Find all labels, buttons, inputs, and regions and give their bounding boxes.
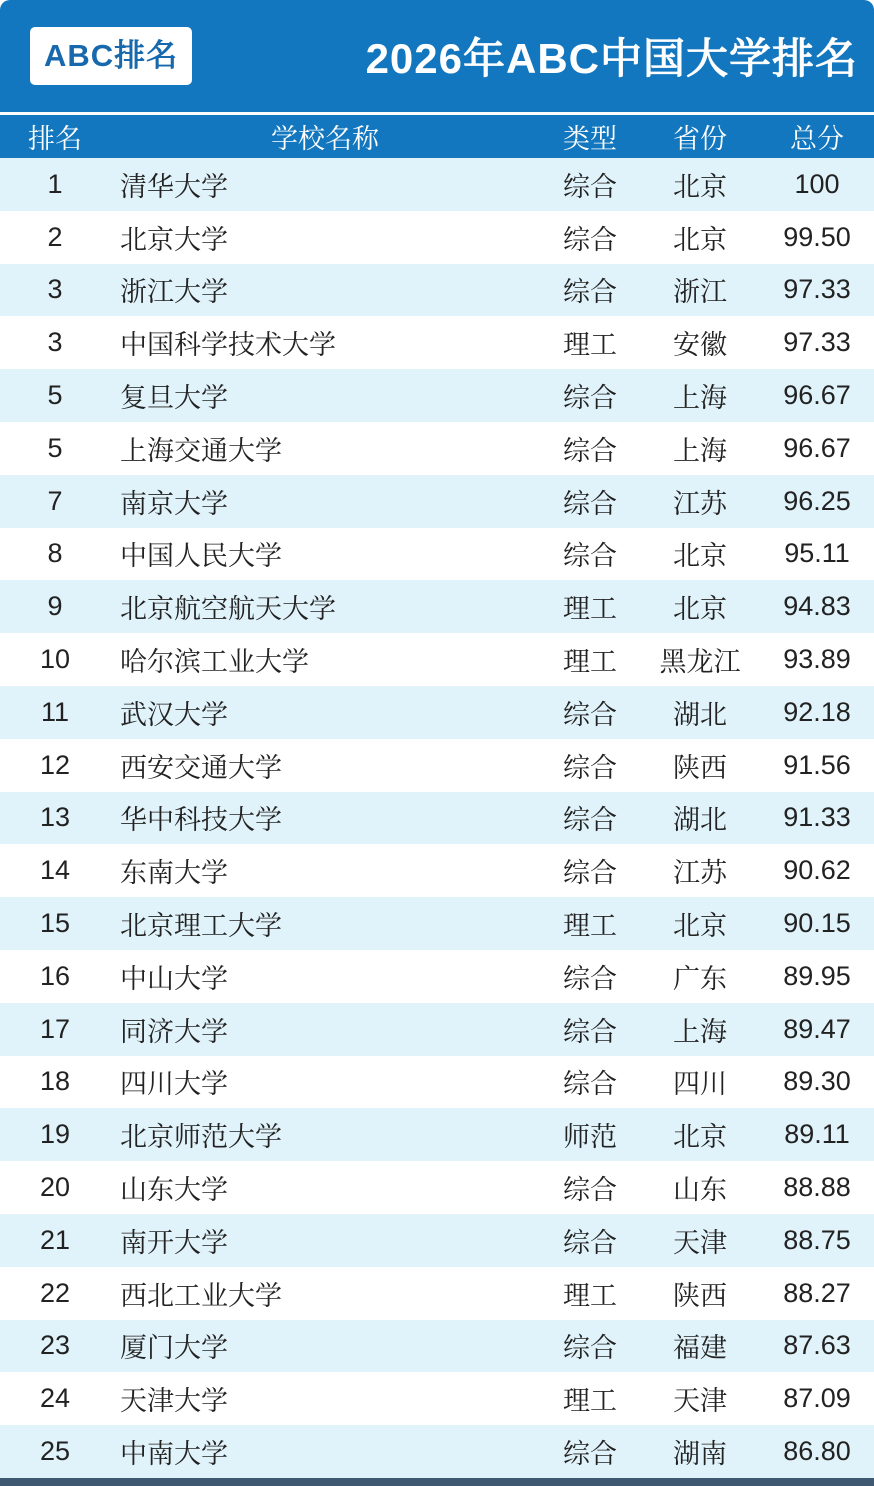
type-cell: 综合 xyxy=(563,383,617,414)
table-row xyxy=(0,1372,874,1425)
type-cell: 综合 xyxy=(563,1227,617,1258)
type-cell: 综合 xyxy=(563,1016,617,1047)
province-cell: 江苏 xyxy=(673,488,727,519)
type-cell: 理工 xyxy=(563,1386,617,1417)
score-cell: 88.27 xyxy=(783,1277,851,1308)
score-cell: 89.30 xyxy=(783,1066,851,1097)
province-cell: 北京 xyxy=(673,594,727,625)
province-cell: 天津 xyxy=(673,1227,727,1258)
province-cell: 湖北 xyxy=(673,699,727,730)
score-cell: 95.11 xyxy=(784,538,850,569)
table-row xyxy=(0,1056,874,1109)
name-cell: 天津大学 xyxy=(120,1386,228,1417)
table-row xyxy=(0,1320,874,1373)
province-cell: 湖南 xyxy=(673,1439,727,1470)
column-header-province: 省份 xyxy=(673,124,727,154)
type-cell: 综合 xyxy=(563,963,617,994)
table-row xyxy=(0,897,874,950)
name-cell: 上海交通大学 xyxy=(120,435,282,466)
type-cell: 综合 xyxy=(563,171,617,202)
province-cell: 陕西 xyxy=(673,752,727,783)
name-cell: 山东大学 xyxy=(120,1175,228,1206)
type-cell: 综合 xyxy=(563,541,617,572)
type-cell: 理工 xyxy=(563,330,617,361)
province-cell: 北京 xyxy=(673,1122,727,1153)
name-cell: 复旦大学 xyxy=(120,383,228,414)
rank-cell: 3 xyxy=(47,274,63,305)
type-cell: 综合 xyxy=(563,488,617,519)
score-cell: 91.56 xyxy=(783,749,851,780)
type-cell: 综合 xyxy=(563,1333,617,1364)
score-cell: 89.95 xyxy=(783,960,851,991)
score-cell: 87.63 xyxy=(783,1330,851,1361)
table-row xyxy=(0,422,874,475)
table-row xyxy=(0,633,874,686)
score-cell: 90.15 xyxy=(783,908,851,939)
province-cell: 四川 xyxy=(673,1069,727,1100)
province-cell: 山东 xyxy=(673,1175,727,1206)
type-cell: 综合 xyxy=(563,1069,617,1100)
score-cell: 100 xyxy=(794,168,840,199)
name-cell: 同济大学 xyxy=(120,1016,228,1047)
table-row xyxy=(0,1267,874,1320)
province-cell: 北京 xyxy=(673,911,727,942)
abc-ranking-logo: ABC排名 xyxy=(30,27,192,85)
table-row xyxy=(0,528,874,581)
type-cell: 师范 xyxy=(563,1122,617,1153)
rank-cell: 15 xyxy=(39,908,71,939)
name-cell: 华中科技大学 xyxy=(120,805,282,836)
rank-cell: 22 xyxy=(39,1277,71,1308)
rank-cell: 16 xyxy=(39,960,71,991)
type-cell: 理工 xyxy=(563,911,617,942)
name-cell: 四川大学 xyxy=(120,1069,228,1100)
name-cell: 北京大学 xyxy=(120,224,228,255)
name-cell: 浙江大学 xyxy=(120,277,228,308)
type-cell: 综合 xyxy=(563,435,617,466)
name-cell: 清华大学 xyxy=(120,171,228,202)
province-cell: 福建 xyxy=(673,1333,727,1364)
score-cell: 88.75 xyxy=(783,1224,851,1255)
name-cell: 南开大学 xyxy=(120,1227,228,1258)
table-row xyxy=(0,792,874,845)
province-cell: 上海 xyxy=(673,1016,727,1047)
rank-cell: 24 xyxy=(39,1383,71,1414)
score-cell: 92.18 xyxy=(783,696,851,727)
table-row xyxy=(0,158,874,211)
table-row xyxy=(0,1214,874,1267)
rank-cell: 1 xyxy=(47,168,63,199)
score-cell: 89.11 xyxy=(784,1119,850,1150)
table-row xyxy=(0,950,874,1003)
page-title: 2026年ABC中国大学排名 xyxy=(365,35,858,82)
table-row xyxy=(0,1425,874,1478)
province-cell: 北京 xyxy=(673,171,727,202)
rank-cell: 17 xyxy=(39,1013,71,1044)
score-cell: 96.25 xyxy=(783,485,851,516)
name-cell: 中南大学 xyxy=(120,1439,228,1470)
column-header-score: 总分 xyxy=(790,124,844,154)
table-row xyxy=(0,1003,874,1056)
province-cell: 北京 xyxy=(673,541,727,572)
rank-cell: 18 xyxy=(39,1066,71,1097)
name-cell: 中国科学技术大学 xyxy=(120,330,336,361)
page-header xyxy=(0,0,874,115)
name-cell: 中国人民大学 xyxy=(120,541,282,572)
footer-bar xyxy=(0,1478,874,1486)
province-cell: 湖北 xyxy=(673,805,727,836)
type-cell: 综合 xyxy=(563,699,617,730)
score-cell: 99.50 xyxy=(783,221,851,252)
province-cell: 黑龙江 xyxy=(659,647,741,678)
name-cell: 哈尔滨工业大学 xyxy=(120,647,309,678)
province-cell: 上海 xyxy=(673,383,727,414)
rank-cell: 12 xyxy=(39,749,71,780)
table-row xyxy=(0,1161,874,1214)
name-cell: 北京理工大学 xyxy=(120,911,282,942)
province-cell: 江苏 xyxy=(673,858,727,889)
rank-cell: 2 xyxy=(47,221,63,252)
name-cell: 西安交通大学 xyxy=(120,752,282,783)
rank-cell: 21 xyxy=(39,1224,71,1255)
name-cell: 武汉大学 xyxy=(120,699,228,730)
rank-cell: 5 xyxy=(47,432,63,463)
table-row xyxy=(0,739,874,792)
table-row xyxy=(0,369,874,422)
name-cell: 中山大学 xyxy=(120,963,228,994)
score-cell: 86.80 xyxy=(783,1436,851,1467)
name-cell: 东南大学 xyxy=(120,858,228,889)
score-cell: 96.67 xyxy=(783,380,851,411)
type-cell: 综合 xyxy=(563,752,617,783)
score-cell: 97.33 xyxy=(783,327,851,358)
score-cell: 93.89 xyxy=(783,644,851,675)
rank-cell: 5 xyxy=(47,380,63,411)
rank-cell: 20 xyxy=(39,1172,71,1203)
rank-cell: 23 xyxy=(39,1330,71,1361)
column-header-rank: 排名 xyxy=(28,124,82,154)
score-cell: 96.67 xyxy=(783,432,851,463)
province-cell: 天津 xyxy=(673,1386,727,1417)
type-cell: 理工 xyxy=(563,647,617,678)
rank-cell: 8 xyxy=(47,538,63,569)
type-cell: 综合 xyxy=(563,224,617,255)
name-cell: 南京大学 xyxy=(120,488,228,519)
rank-cell: 7 xyxy=(47,485,63,516)
type-cell: 综合 xyxy=(563,1439,617,1470)
name-cell: 西北工业大学 xyxy=(120,1280,282,1311)
type-cell: 理工 xyxy=(563,594,617,625)
score-cell: 91.33 xyxy=(783,802,851,833)
score-cell: 87.09 xyxy=(783,1383,851,1414)
score-cell: 94.83 xyxy=(783,591,851,622)
province-cell: 安徽 xyxy=(673,330,727,361)
column-header-type: 类型 xyxy=(563,124,617,154)
table-row xyxy=(0,686,874,739)
score-cell: 89.47 xyxy=(783,1013,851,1044)
rank-cell: 3 xyxy=(47,327,63,358)
name-cell: 厦门大学 xyxy=(120,1333,228,1364)
table-row xyxy=(0,264,874,317)
rank-cell: 13 xyxy=(39,802,71,833)
province-cell: 陕西 xyxy=(673,1280,727,1311)
table-row xyxy=(0,475,874,528)
score-cell: 88.88 xyxy=(783,1172,851,1203)
rank-cell: 19 xyxy=(39,1119,71,1150)
province-cell: 上海 xyxy=(673,435,727,466)
rank-cell: 25 xyxy=(39,1436,71,1467)
province-cell: 北京 xyxy=(673,224,727,255)
table-row xyxy=(0,844,874,897)
name-cell: 北京师范大学 xyxy=(120,1122,282,1153)
province-cell: 广东 xyxy=(673,963,727,994)
rank-cell: 11 xyxy=(40,696,70,727)
rank-cell: 10 xyxy=(39,644,71,675)
table-body xyxy=(0,158,874,1478)
rank-cell: 14 xyxy=(39,855,71,886)
column-header-school: 学校名称 xyxy=(271,124,379,154)
rank-cell: 9 xyxy=(47,591,63,622)
table-row xyxy=(0,1108,874,1161)
table-row xyxy=(0,580,874,633)
type-cell: 综合 xyxy=(563,1175,617,1206)
name-cell: 北京航空航天大学 xyxy=(120,594,336,625)
type-cell: 理工 xyxy=(563,1280,617,1311)
type-cell: 综合 xyxy=(563,858,617,889)
province-cell: 浙江 xyxy=(673,277,727,308)
type-cell: 综合 xyxy=(563,277,617,308)
type-cell: 综合 xyxy=(563,805,617,836)
table-row xyxy=(0,316,874,369)
table-row xyxy=(0,211,874,264)
score-cell: 90.62 xyxy=(783,855,851,886)
table-column-header xyxy=(0,115,874,158)
score-cell: 97.33 xyxy=(783,274,851,305)
